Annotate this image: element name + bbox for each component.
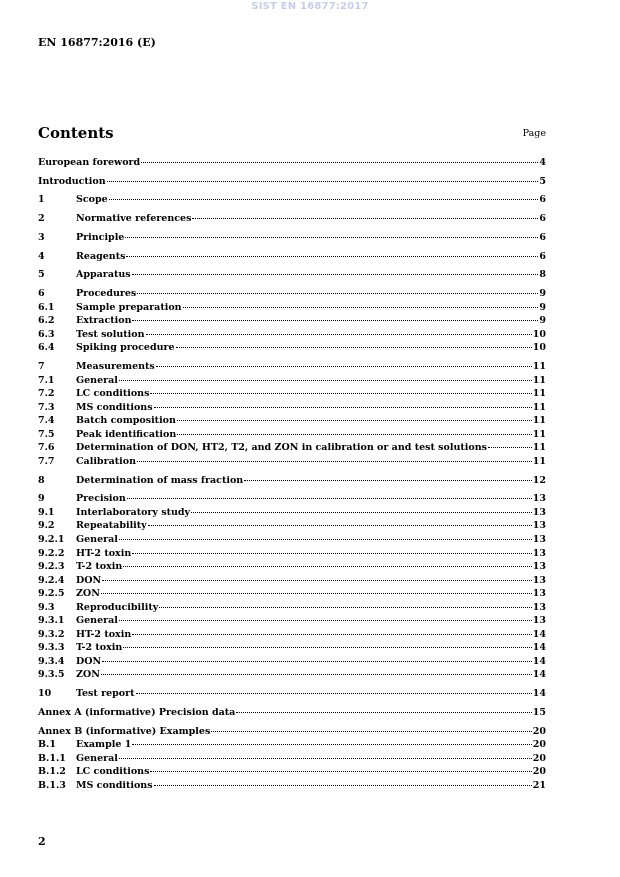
toc-entry-number: 9.2.4 <box>38 574 65 586</box>
toc-entry-title[interactable]: Interlaboratory study <box>76 506 191 518</box>
toc-entry[interactable] <box>38 779 546 793</box>
toc-entry-number: 9.3 <box>38 601 55 613</box>
toc-entry-number: 10 <box>38 688 52 700</box>
toc-entry-title[interactable]: Example 1 <box>76 739 132 751</box>
toc-entry-number: B.1.1 <box>38 752 66 764</box>
toc-dot-leader <box>150 771 531 772</box>
toc-entry-title[interactable]: DON <box>76 574 102 586</box>
toc-dot-leader <box>150 393 531 394</box>
toc-entry-title[interactable]: Spiking procedure <box>76 342 175 354</box>
toc-entry-title[interactable]: HT-2 toxin <box>76 628 132 640</box>
toc-entry-title[interactable]: Scope <box>76 194 108 206</box>
toc-dot-leader <box>146 334 532 335</box>
toc-entry-number: 9.1 <box>38 506 55 518</box>
toc-entry-title[interactable]: Normative references <box>76 213 192 225</box>
toc-entry-page[interactable]: 13 <box>532 547 546 559</box>
toc-entry[interactable] <box>38 492 546 506</box>
toc-entry-page[interactable]: 14 <box>532 688 546 700</box>
toc-entry-page[interactable]: 6 <box>539 250 546 262</box>
toc-entry-page[interactable]: 11 <box>532 401 546 413</box>
toc-entry[interactable] <box>38 725 546 739</box>
toc-entry-title[interactable]: LC conditions <box>76 766 150 778</box>
toc-entry-title[interactable]: General <box>76 752 118 764</box>
toc-entry-page[interactable]: 13 <box>532 588 546 600</box>
toc-dot-leader <box>156 366 532 367</box>
toc-entry[interactable] <box>38 706 546 720</box>
toc-dot-leader <box>119 539 532 540</box>
toc-entry-page[interactable]: 14 <box>532 642 546 654</box>
toc-entry-title[interactable]: Principle <box>76 231 125 243</box>
toc-entry-page[interactable]: 20 <box>532 739 546 751</box>
table-of-contents <box>38 156 546 792</box>
toc-entry[interactable] <box>38 374 546 388</box>
toc-entry-page[interactable]: 11 <box>532 361 546 373</box>
toc-dot-leader <box>244 480 532 481</box>
toc-entry[interactable] <box>38 401 546 415</box>
toc-dot-leader <box>137 461 532 462</box>
toc-entry-number: 9.2.1 <box>38 534 65 545</box>
toc-dot-leader <box>127 498 532 499</box>
toc-entry-number: 9.3.1 <box>38 615 65 627</box>
toc-entry-title[interactable]: Annex A (informative) Precision data <box>38 706 236 718</box>
toc-entry-page[interactable]: 12 <box>532 474 546 486</box>
toc-entry-number: 7.1 <box>38 374 55 386</box>
toc-entry[interactable] <box>38 341 546 355</box>
toc-entry-number: 9.3.5 <box>38 669 65 681</box>
toc-dot-leader <box>488 447 532 448</box>
toc-entry-title[interactable]: HT-2 toxin <box>76 547 132 559</box>
toc-entry-number: 6.4 <box>38 342 55 354</box>
toc-entry-page[interactable]: 20 <box>532 752 546 764</box>
toc-entry-page[interactable]: 14 <box>532 669 546 681</box>
toc-entry[interactable] <box>38 441 546 455</box>
toc-entry-number: 6.2 <box>38 315 55 327</box>
contents-title: Contents <box>38 124 114 142</box>
toc-entry[interactable] <box>38 601 546 615</box>
toc-entry-title[interactable]: Test solution <box>76 328 145 340</box>
toc-dot-leader <box>123 566 532 567</box>
toc-entry-page[interactable]: 10 <box>532 342 546 354</box>
toc-entry[interactable] <box>38 738 546 752</box>
toc-dot-leader <box>123 647 532 648</box>
toc-entry[interactable] <box>38 231 546 245</box>
toc-entry-page[interactable]: 5 <box>539 175 546 187</box>
toc-dot-leader <box>132 634 532 635</box>
toc-entry[interactable] <box>38 387 546 401</box>
toc-entry-page[interactable]: 15 <box>532 706 546 718</box>
toc-entry-title[interactable]: DON <box>76 655 102 667</box>
toc-entry-title[interactable]: Measurements <box>76 361 155 373</box>
toc-entry-page[interactable]: 20 <box>532 725 546 737</box>
toc-entry[interactable] <box>38 455 546 469</box>
toc-dot-leader <box>192 218 538 219</box>
toc-dot-leader <box>109 199 539 200</box>
toc-dot-leader <box>119 380 532 381</box>
toc-entry-page[interactable]: 13 <box>532 615 546 627</box>
toc-entry-title[interactable]: LC conditions <box>76 388 150 400</box>
toc-entry-title[interactable]: Extraction <box>76 315 132 327</box>
toc-entry-number: 3 <box>38 231 45 243</box>
toc-entry[interactable] <box>38 328 546 342</box>
toc-entry-title[interactable]: ZON <box>76 669 100 681</box>
toc-entry-title[interactable]: Determination of mass fraction <box>76 474 244 486</box>
toc-entry[interactable] <box>38 687 546 701</box>
toc-entry[interactable] <box>38 212 546 226</box>
toc-entry-page[interactable]: 6 <box>539 231 546 243</box>
toc-entry-title[interactable]: MS conditions <box>76 401 153 413</box>
toc-entry-number: 7.5 <box>38 428 55 440</box>
toc-entry-title[interactable]: Calibration <box>76 455 136 467</box>
toc-entry-title[interactable]: Reagents <box>76 250 126 262</box>
toc-entry-number: 5 <box>38 269 45 281</box>
toc-entry-page[interactable]: 13 <box>532 574 546 586</box>
toc-entry[interactable] <box>38 360 546 374</box>
toc-entry-title[interactable]: T-2 toxin <box>76 561 123 573</box>
toc-entry-number: 9 <box>38 493 45 505</box>
toc-entry[interactable] <box>38 614 546 628</box>
toc-dot-leader <box>119 620 532 621</box>
toc-entry[interactable] <box>38 250 546 264</box>
toc-entry-page[interactable]: 13 <box>532 493 546 505</box>
toc-entry-page[interactable]: 14 <box>532 655 546 667</box>
toc-dot-leader <box>132 274 539 275</box>
toc-entry-number: B.1.2 <box>38 766 66 778</box>
toc-entry-page[interactable]: 11 <box>532 455 546 467</box>
toc-dot-leader <box>126 256 538 257</box>
toc-dot-leader <box>236 712 531 713</box>
toc-entry-title[interactable]: Reproducibility <box>76 601 159 613</box>
toc-entry-page[interactable]: 13 <box>532 506 546 518</box>
toc-entry-page[interactable]: 11 <box>532 415 546 427</box>
toc-dot-leader <box>132 553 532 554</box>
toc-entry-number: 8 <box>38 474 45 486</box>
toc-dot-leader <box>183 307 539 308</box>
toc-entry-title[interactable]: European foreword <box>38 157 141 168</box>
toc-dot-leader <box>136 693 532 694</box>
toc-entry[interactable] <box>38 752 546 766</box>
toc-entry-page[interactable]: 4 <box>539 157 546 168</box>
toc-entry-title[interactable]: Procedures <box>76 288 137 300</box>
toc-entry-page[interactable]: 9 <box>539 315 546 327</box>
page-column-label: Page <box>522 128 546 139</box>
toc-entry-page[interactable]: 21 <box>532 779 546 791</box>
toc-dot-leader <box>159 607 532 608</box>
toc-entry-title[interactable]: ZON <box>76 588 100 600</box>
toc-dot-leader <box>132 320 538 321</box>
toc-entry-page[interactable]: 13 <box>532 601 546 613</box>
toc-entry[interactable] <box>38 175 546 189</box>
toc-dot-leader <box>154 785 532 786</box>
page-number: 2 <box>38 835 46 848</box>
toc-dot-leader <box>177 434 532 435</box>
toc-entry-number: 6.3 <box>38 328 55 340</box>
toc-entry-title[interactable]: Peak identification <box>76 428 177 440</box>
toc-entry[interactable] <box>38 428 546 442</box>
toc-entry-title[interactable]: Test report <box>76 688 135 700</box>
toc-entry-title[interactable]: Precision <box>76 493 126 505</box>
toc-entry-title[interactable]: Introduction <box>38 175 106 187</box>
toc-entry-number: 4 <box>38 250 45 262</box>
toc-entry-number: 7.4 <box>38 415 55 427</box>
toc-entry-number: 9.2.3 <box>38 561 65 573</box>
toc-entry-number: B.1.3 <box>38 779 66 791</box>
toc-entry-page[interactable]: 8 <box>539 269 546 281</box>
toc-entry-number: 9.2 <box>38 520 55 532</box>
toc-entry-page[interactable]: 9 <box>539 288 546 300</box>
toc-entry[interactable] <box>38 533 546 547</box>
toc-entry[interactable] <box>38 668 546 682</box>
toc-entry-title[interactable]: General <box>76 615 118 627</box>
toc-entry-page[interactable]: 11 <box>532 374 546 386</box>
toc-entry[interactable] <box>38 641 546 655</box>
toc-entry-title[interactable]: Annex B (informative) Examples <box>38 725 211 737</box>
toc-entry[interactable] <box>38 587 546 601</box>
toc-entry[interactable] <box>38 519 546 533</box>
toc-dot-leader <box>141 162 538 163</box>
toc-entry-title[interactable]: MS conditions <box>76 779 153 791</box>
toc-entry[interactable] <box>38 765 546 779</box>
toc-entry-page[interactable]: 11 <box>532 442 546 454</box>
toc-entry[interactable] <box>38 193 546 207</box>
toc-dot-leader <box>211 731 531 732</box>
toc-dot-leader <box>191 512 532 513</box>
toc-entry-page[interactable]: 11 <box>532 388 546 400</box>
toc-dot-leader <box>154 407 532 408</box>
toc-dot-leader <box>148 525 532 526</box>
toc-entry-number: 1 <box>38 194 45 206</box>
toc-dot-leader <box>102 661 532 662</box>
toc-entry-number: 2 <box>38 213 45 225</box>
toc-entry-title[interactable]: General <box>76 534 118 545</box>
toc-entry-number: 9.2.2 <box>38 547 65 559</box>
toc-entry[interactable] <box>38 574 546 588</box>
toc-entry[interactable] <box>38 547 546 561</box>
toc-entry-title[interactable]: Determination of DON, HT2, T2, and ZON in calibration or and test solutions <box>76 442 487 454</box>
toc-entry[interactable] <box>38 474 546 488</box>
toc-entry-title[interactable]: General <box>76 374 118 386</box>
toc-entry-title[interactable]: Apparatus <box>76 269 131 281</box>
document-id: EN 16877:2016 (E) <box>38 36 156 49</box>
toc-entry-page[interactable]: 11 <box>532 428 546 440</box>
toc-dot-leader <box>101 674 532 675</box>
toc-entry-number: 7 <box>38 361 45 373</box>
toc-dot-leader <box>101 593 532 594</box>
toc-entry-page[interactable]: 9 <box>539 301 546 313</box>
toc-dot-leader <box>125 237 538 238</box>
toc-entry-number: 7.3 <box>38 401 55 413</box>
toc-entry-title[interactable]: T-2 toxin <box>76 642 123 654</box>
toc-entry-number: 9.3.4 <box>38 655 65 667</box>
toc-entry-number: 7.6 <box>38 442 55 454</box>
toc-entry-number: 9.3.2 <box>38 628 65 640</box>
toc-entry-title[interactable]: Repeatability <box>76 520 147 532</box>
toc-dot-leader <box>177 420 532 421</box>
toc-dot-leader <box>119 758 532 759</box>
watermark: SIST EN 16877:2017 <box>251 1 369 12</box>
toc-entry[interactable] <box>38 156 546 170</box>
toc-entry-page[interactable]: 14 <box>532 628 546 640</box>
toc-entry-number: 7.2 <box>38 388 55 400</box>
toc-entry[interactable] <box>38 314 546 328</box>
toc-entry-page[interactable]: 6 <box>539 194 546 206</box>
toc-entry[interactable] <box>38 268 546 282</box>
toc-entry[interactable] <box>38 301 546 315</box>
toc-dot-leader <box>102 580 532 581</box>
toc-entry[interactable] <box>38 506 546 520</box>
toc-entry-page[interactable]: 13 <box>532 561 546 573</box>
toc-entry-number: 9.3.3 <box>38 642 65 654</box>
toc-entry-number: 6.1 <box>38 301 55 313</box>
toc-dot-leader <box>107 181 539 182</box>
toc-entry-page[interactable]: 6 <box>539 213 546 225</box>
toc-dot-leader <box>132 744 531 745</box>
toc-entry-page[interactable]: 20 <box>532 766 546 778</box>
toc-entry-page[interactable]: 13 <box>532 534 546 545</box>
toc-entry[interactable] <box>38 628 546 642</box>
toc-entry-number: 9.2.5 <box>38 588 65 600</box>
toc-entry[interactable] <box>38 414 546 428</box>
toc-entry-number: 7.7 <box>38 455 55 467</box>
toc-entry[interactable] <box>38 287 546 301</box>
toc-entry-number: B.1 <box>38 739 56 751</box>
toc-dot-leader <box>137 293 538 294</box>
toc-entry-page[interactable]: 10 <box>532 328 546 340</box>
toc-entry-number: 6 <box>38 288 45 300</box>
toc-entry-page[interactable]: 13 <box>532 520 546 532</box>
toc-entry[interactable] <box>38 560 546 574</box>
toc-entry-title[interactable]: Sample preparation <box>76 301 182 313</box>
toc-entry-title[interactable]: Batch composition <box>76 415 176 427</box>
toc-entry[interactable] <box>38 655 546 669</box>
toc-dot-leader <box>176 347 532 348</box>
